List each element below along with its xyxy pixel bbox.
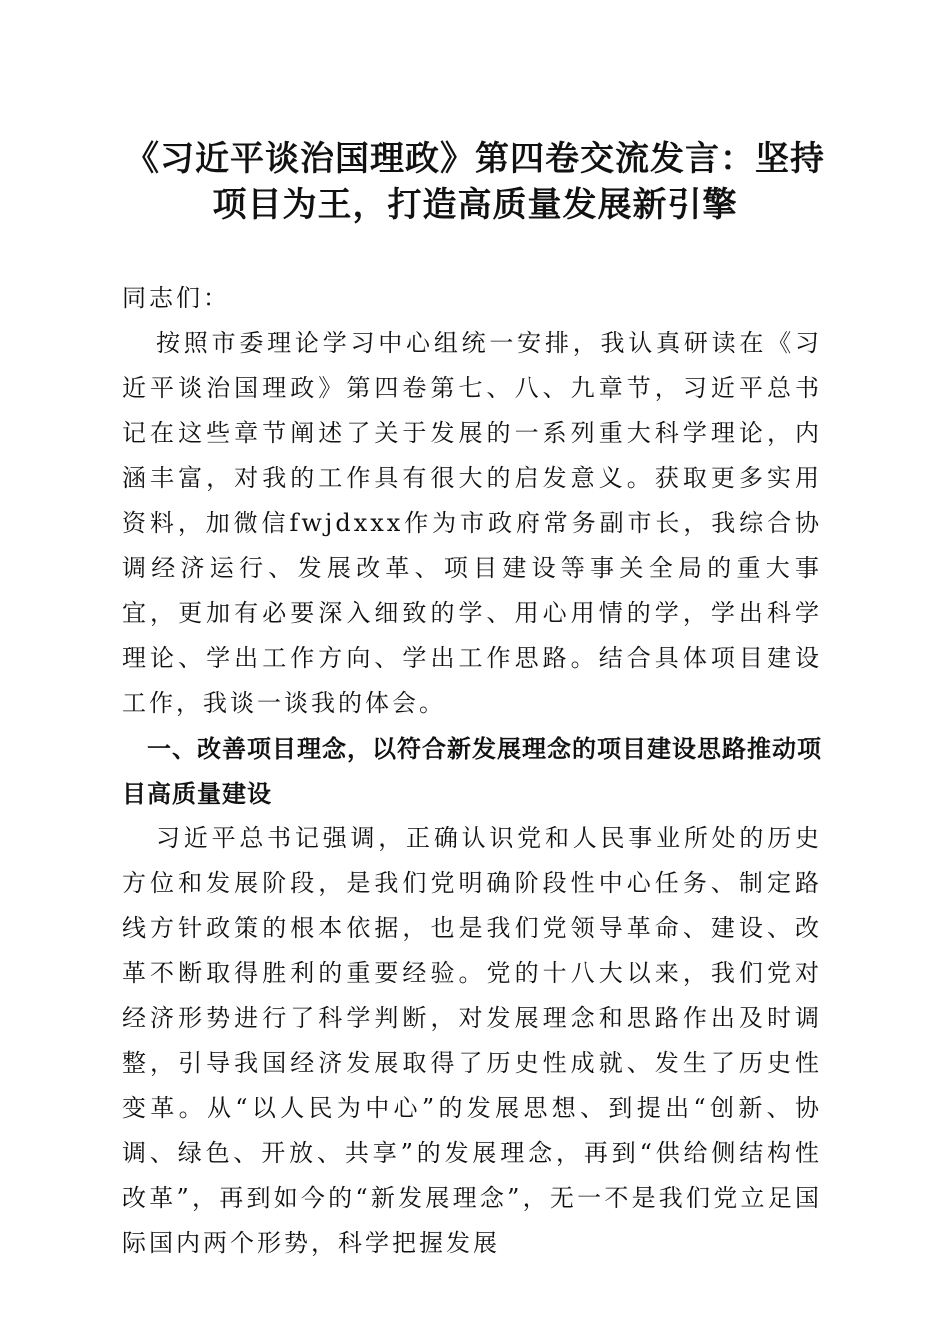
title-line-2: 项目为王，打造高质量发展新引擎 — [212, 185, 738, 225]
title-line-1: 《习近平谈治国理政》第四卷交流发言：坚持 — [125, 139, 825, 179]
document-title — [100, 136, 850, 228]
intro-paragraph: 按照市委理论学习中心组统一安排，我认真研读在《习近平谈治国理政》第四卷第七、八、九章节，习近平总书记在这些章节阐述了关于发展的一系列重大科学理论，内涵丰富，对我的工作具有很大的启发意义。获取更多实用资料，加微信fwjdxxx作为市政府常务副市长，我综合协调经济运行、发展改革、项目建设等事关全局的重大事宜，更加有必要深入细致的学、用心用情的学，学出科学理论、学出工作方向、学出工作思路。结合具体项目建设工作，我谈一谈我的体会。 — [122, 329, 822, 717]
document-body — [122, 276, 822, 1266]
salutation: 同志们： — [122, 284, 230, 312]
section-paragraph: 习近平总书记强调，正确认识党和人民事业所处的历史方位和发展阶段，是我们党明确阶段性中心任务、制定路线方针政策的根本依据，也是我们党领导革命、建设、改革不断取得胜利的重要经验。党的十八大以来，我们党对经济形势进行了科学判断，对发展理念和思路作出及时调整，引导我国经济发展取得了历史性成就、发生了历史性变革。从“以人民为中心”的发展思想、到提出“创新、协调、绿色、开放、共享”的发展理念，再到“供给侧结构性改革”，再到如今的“新发展理念”，无一不是我们党立足国际国内两个形势，科学把握发展 — [122, 824, 822, 1257]
section-heading: 一、改善项目理念，以符合新发展理念的项目建设思路推动项目高质量建设 — [122, 734, 822, 808]
